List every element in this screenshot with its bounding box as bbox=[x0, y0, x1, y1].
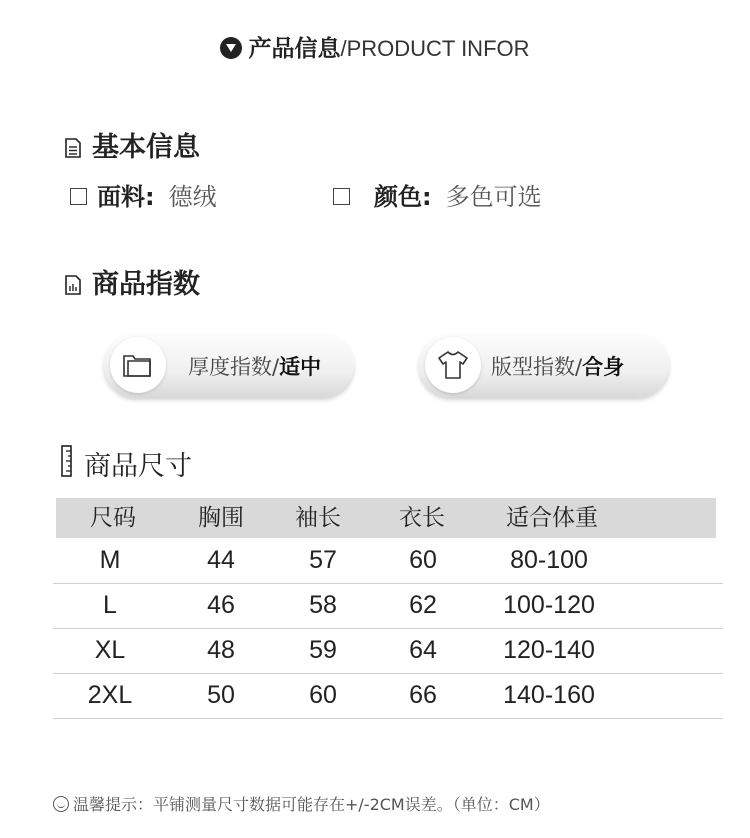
fit-label: 版型指数/ bbox=[491, 355, 583, 379]
column-header: 胸围 bbox=[198, 505, 244, 531]
section-header bbox=[0, 30, 750, 63]
chevron-down-circle-icon bbox=[220, 37, 242, 59]
header-title: 产品信息 bbox=[248, 36, 341, 62]
tshirt-icon bbox=[437, 349, 469, 385]
document-icon bbox=[64, 134, 82, 165]
footer-text: 温馨提示：平铺测量尺寸数据可能存在+/-2CM误差。（单位：CM） bbox=[73, 795, 550, 814]
table-cell: 120-140 bbox=[503, 636, 595, 664]
column-header: 尺码 bbox=[90, 505, 136, 531]
fabric-value: 德绒 bbox=[168, 183, 217, 211]
basic-info-title: 基本信息 bbox=[92, 132, 200, 163]
chart-box-icon bbox=[64, 271, 82, 302]
fabric-label: 面料: bbox=[97, 183, 155, 211]
index-heading bbox=[64, 262, 200, 302]
table-row bbox=[53, 673, 723, 719]
smile-icon bbox=[53, 796, 69, 812]
table-cell: 57 bbox=[309, 546, 337, 574]
ruler-icon bbox=[60, 445, 74, 484]
fit-text bbox=[491, 351, 624, 381]
size-table-header bbox=[56, 498, 716, 538]
table-cell: 64 bbox=[409, 636, 437, 664]
fit-pill bbox=[419, 333, 669, 397]
column-header: 袖长 bbox=[295, 505, 341, 531]
pill-icon-circle bbox=[110, 337, 166, 393]
table-cell: XL bbox=[94, 636, 126, 664]
table-cell: 80-100 bbox=[510, 546, 588, 574]
thickness-label: 厚度指数/ bbox=[188, 355, 280, 379]
table-cell: 60 bbox=[309, 681, 337, 709]
thickness-value: 适中 bbox=[279, 355, 322, 379]
table-cell: 60 bbox=[409, 546, 437, 574]
table-cell: 66 bbox=[409, 681, 437, 709]
table-cell: 140-160 bbox=[503, 681, 595, 709]
checkbox-icon bbox=[70, 188, 87, 205]
column-header: 衣长 bbox=[399, 505, 445, 531]
table-cell: 46 bbox=[207, 591, 235, 619]
thickness-text bbox=[188, 351, 321, 381]
table-cell: 62 bbox=[409, 591, 437, 619]
table-cell: 2XL bbox=[87, 681, 133, 709]
table-cell: 44 bbox=[207, 546, 235, 574]
pill-icon-circle bbox=[425, 337, 481, 393]
checkbox-icon bbox=[333, 188, 350, 205]
header-subtitle: /PRODUCT INFOR bbox=[340, 36, 530, 61]
index-title: 商品指数 bbox=[92, 269, 200, 300]
color-info bbox=[333, 177, 542, 212]
table-cell: 59 bbox=[309, 636, 337, 664]
table-row bbox=[53, 583, 723, 629]
table-row bbox=[53, 628, 723, 674]
folder-icon bbox=[122, 350, 154, 384]
fabric-info bbox=[70, 177, 217, 212]
footer-note bbox=[53, 792, 550, 815]
color-label: 颜色: bbox=[374, 183, 432, 211]
table-cell: M bbox=[99, 546, 121, 574]
size-title: 商品尺寸 bbox=[84, 451, 192, 482]
size-heading bbox=[60, 444, 192, 484]
table-cell: 48 bbox=[207, 636, 235, 664]
column-header: 适合体重 bbox=[506, 505, 598, 531]
table-cell: 50 bbox=[207, 681, 235, 709]
basic-info-heading bbox=[64, 125, 200, 165]
fit-value: 合身 bbox=[582, 355, 625, 379]
table-cell: 58 bbox=[309, 591, 337, 619]
table-cell: L bbox=[103, 591, 117, 619]
thickness-pill bbox=[104, 333, 354, 397]
color-value: 多色可选 bbox=[445, 183, 542, 211]
table-row bbox=[53, 538, 723, 584]
table-cell: 100-120 bbox=[503, 591, 595, 619]
